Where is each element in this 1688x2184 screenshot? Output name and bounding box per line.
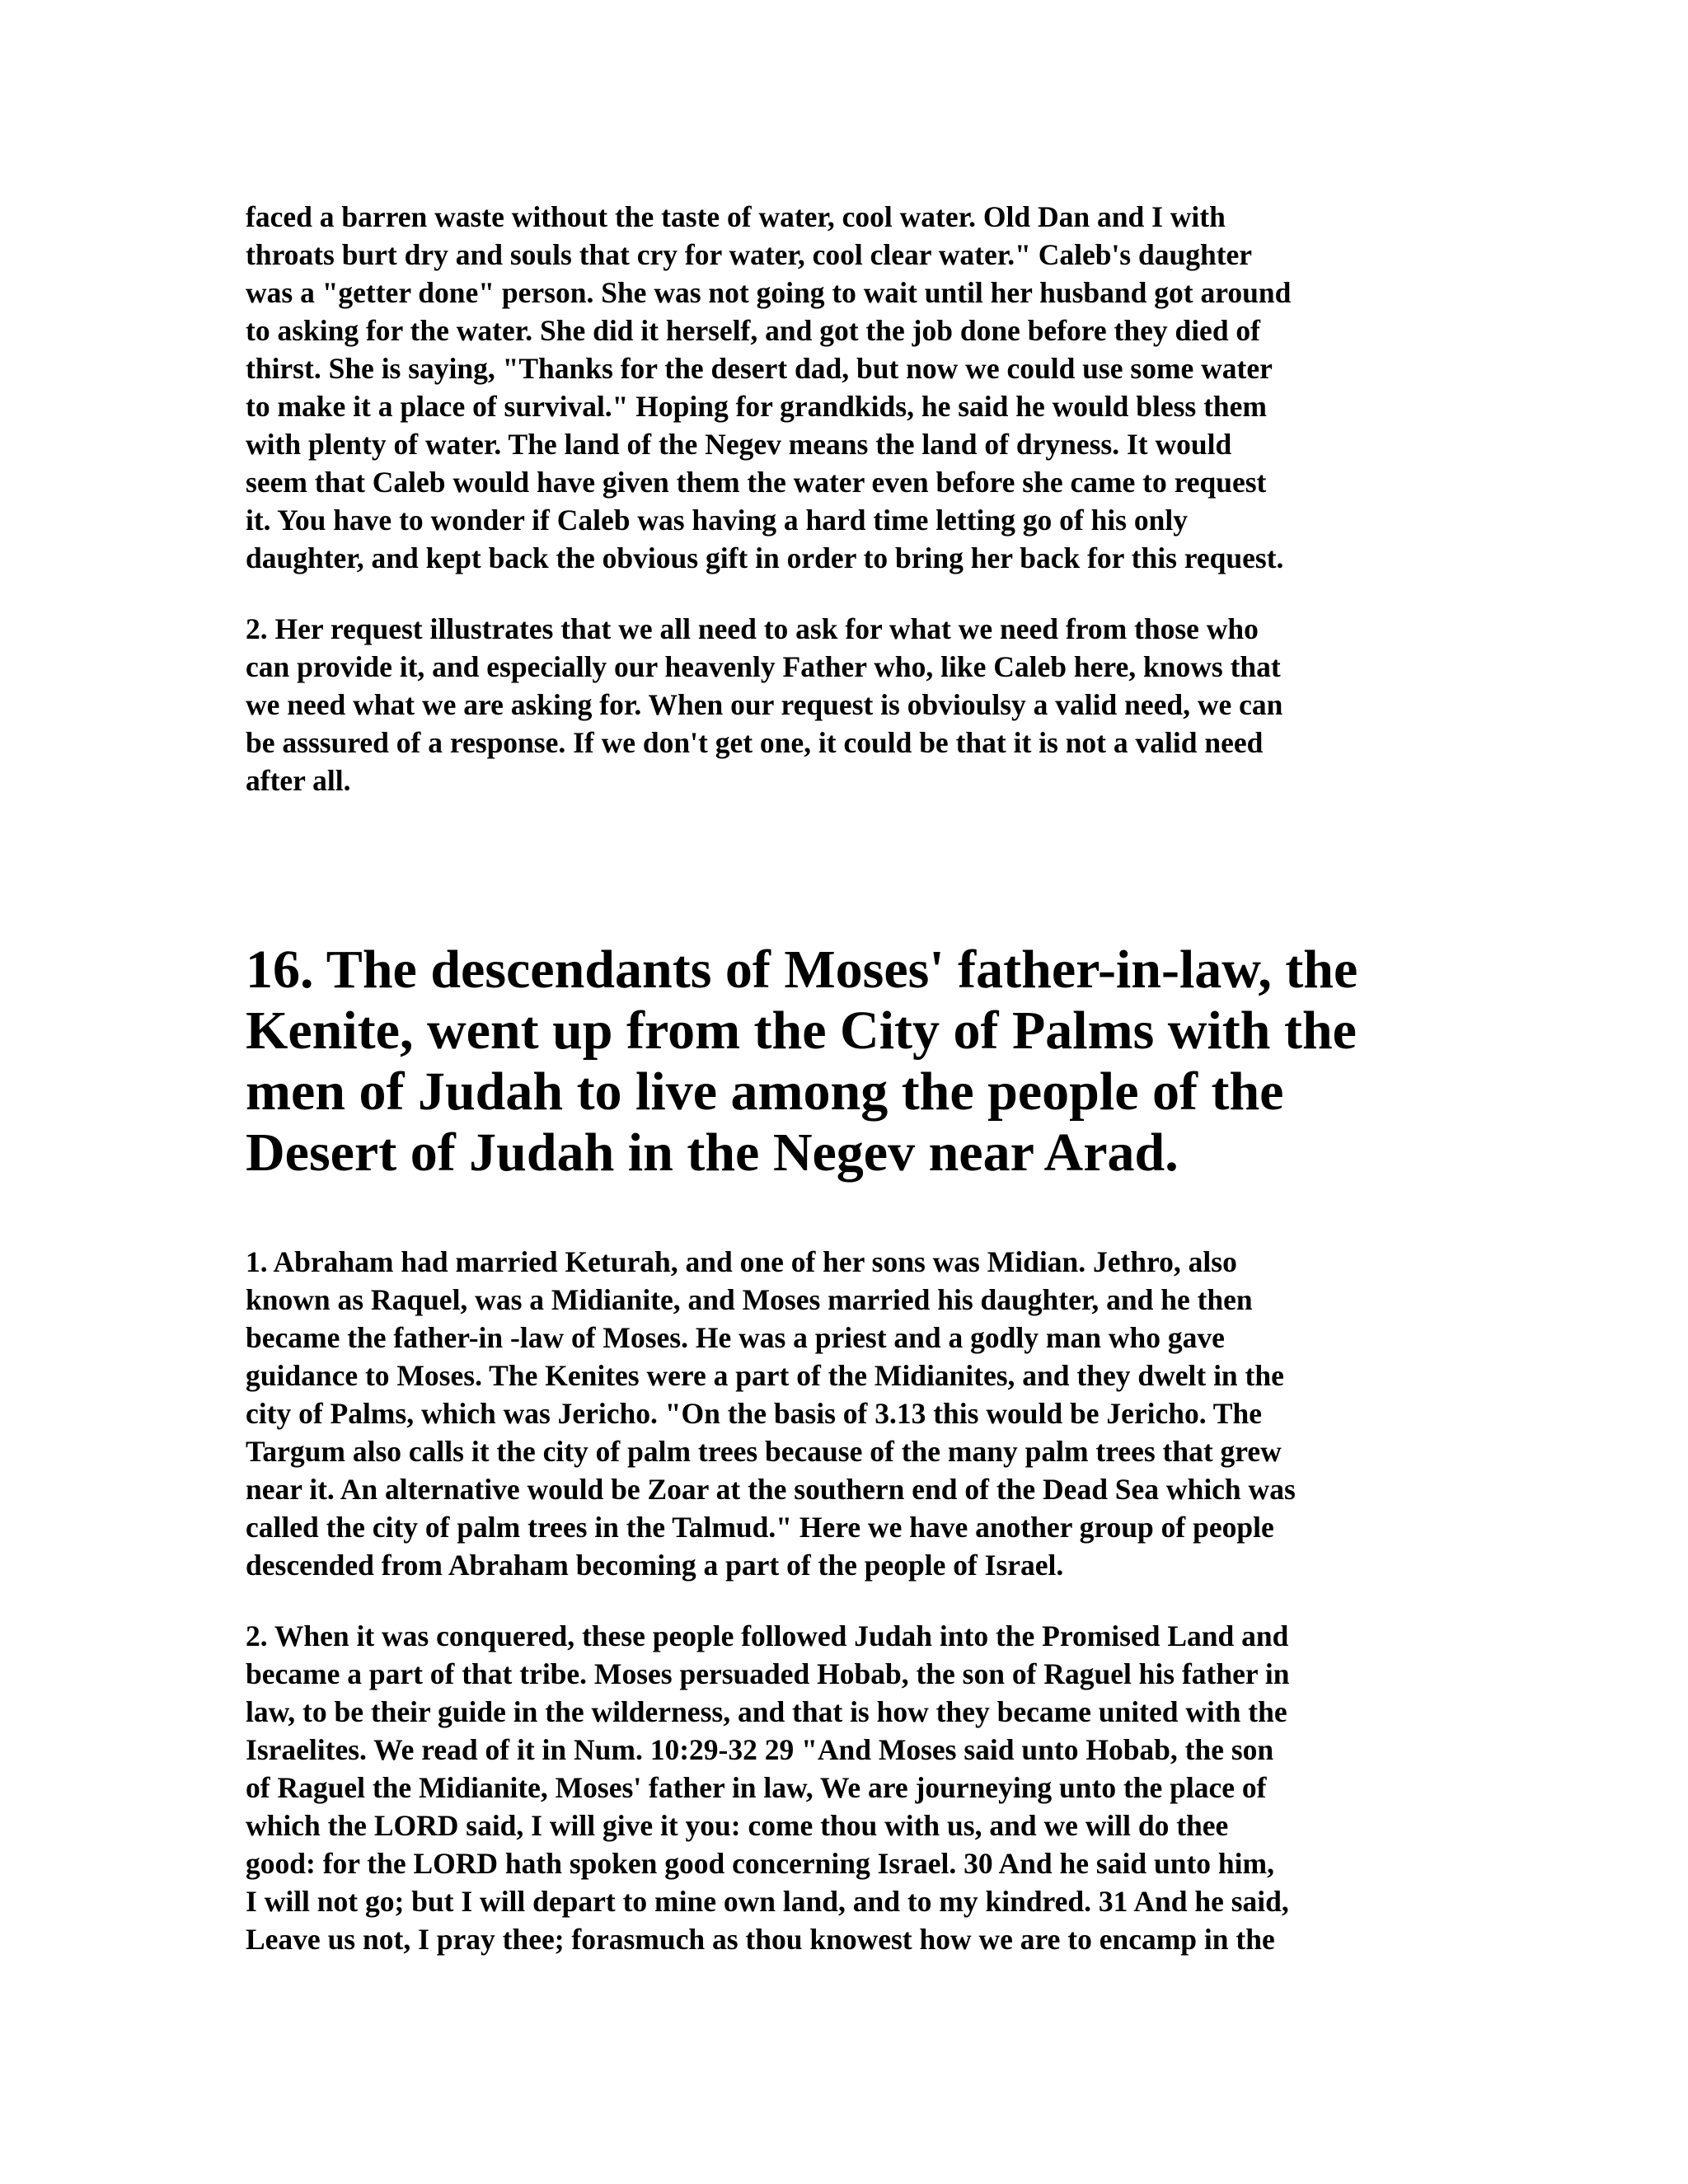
heading-spacer <box>246 1183 1432 1243</box>
paragraph-spacer <box>246 1584 1432 1617</box>
document-page <box>246 198 1432 1958</box>
paragraph-spacer <box>246 577 1432 610</box>
continuation-point-2: 2. Her request illustrates that we all need to ask for what we need from those who can provide it, and especially our heavenly Father who, like Caleb here, knows that we need what we are asking for. When our request is obvioulsy a valid need, we can be asssured of a response. If we don't get one, it could be that it is not a valid need after all. <box>246 612 1283 797</box>
section-heading: 16. The descendants of Moses' father-in-law, the Kenite, went up from the City of Palms with the men of Judah to live among the people of the Desert of Judah in the Negev near Arad. <box>246 940 1358 1183</box>
continuation-paragraph: faced a barren waste without the taste of water, cool water. Old Dan and I with throats burt dry and souls that cry for water, cool clear water." Caleb's daughter was a "getter done" person. She was not going to wait until her husband got around to asking for the water. She did it herself, and got the job done before they died of thirst. She is saying, "Thanks for the desert dad, but now we could use some water to make it a place of survival." Hoping for grandkids, he said he would bless them with plenty of water. The land of the Negev means the land of dryness. It would seem that Caleb would have given them the water even before she came to request it. You have to wonder if Caleb was having a hard time letting go of his only daughter, and kept back the obvious gift in order to bring her back for this request. <box>246 200 1292 574</box>
section-point-2: 2. When it was conquered, these people followed Judah into the Promised Land and became a part of that tribe. Moses persuaded Hobab, the son of Raguel his father in law, to be their guide in the wilderness, and that is how they became united with the Israelites. We read of it in Num. 10:29-32 29 "And Moses said unto Hobab, the son of Raguel the Midianite, Moses' father in law, We are journeying unto the place of which the LORD said, I will give it you: come thou with us, and we will do thee good: for the LORD hath spoken good concerning Israel. 30 And he said unto him, I will not go; but I will depart to mine own land, and to my kindred. 31 And he said, Leave us not, I pray thee; forasmuch as thou knowest how we are to encamp in the <box>246 1619 1290 1956</box>
section-point-1: 1. Abraham had married Keturah, and one of her sons was Midian. Jethro, also known as Raquel, was a Midianite, and Moses married his daughter, and he then became the father-in -law of Moses. He was a priest and a godly man who gave guidance to Moses. The Kenites were a part of the Midianites, and they dwelt in the city of Palms, which was Jericho. "On the basis of 3.13 this would be Jericho. The Targum also calls it the city of palm trees because of the many palm trees that grew near it. An alternative would be Zoar at the southern end of the Dead Sea which was called the city of palm trees in the Talmud." Here we have another group of people descended from Abraham becoming a part of the people of Israel. <box>246 1245 1296 1582</box>
section-spacer <box>246 799 1432 940</box>
